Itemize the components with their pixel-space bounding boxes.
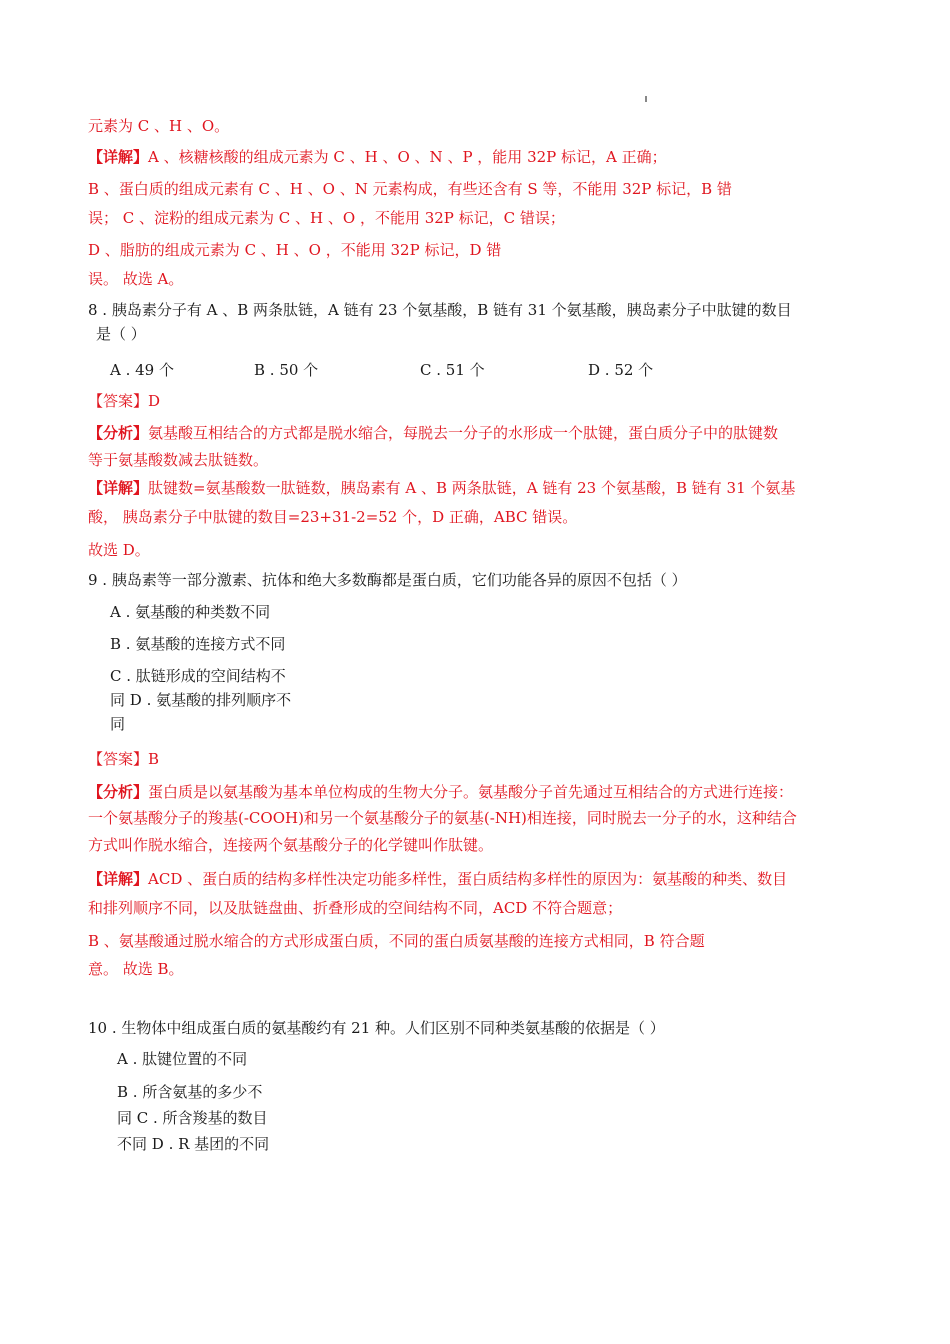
analysis-text: 氨基酸互相结合的方式都是脱水缩合，每脱去一分子的水形成一个肽键，蛋白质分子中的肽键数 [148,424,779,442]
q8-stem-line2: 是（ ） [96,325,146,343]
q10-option-a: A . 肽键位置的不同 [117,1050,248,1068]
q8-detail-line1 [88,478,795,498]
q8-option-b: B . 50 个 [254,361,319,379]
q8-analysis-line1 [88,423,778,443]
q9-option-b: B . 氨基酸的连接方式不同 [110,635,286,653]
detail-text: A 、核糖核酸的组成元素为 C 、H 、O 、N 、P ，能用 32P 标记，A 正确； [148,148,667,166]
detail-text: 肽键数=氨基酸数一肽链数，胰岛素有 A 、B 两条肽链，A 链有 23 个氨基酸，B 链有 31 个氨基 [148,479,796,497]
q8-stem-line1: 8 . 胰岛素分子有 A 、B 两条肽链，A 链有 23 个氨基酸，B 链有 31 个氨基酸，胰岛素分子中肽键的数目 [88,301,792,319]
q10-option-b-line2: 同 C . 所含羧基的数目 [117,1109,268,1127]
q9-answer: 【答案】B [88,750,160,768]
q9-stem: 9 . 胰岛素等一部分激素、抗体和绝大多数酶都是蛋白质，它们功能各异的原因不包括（ ） [88,571,687,589]
q9-option-d-tail: 同 [110,715,126,733]
q9-analysis-line3: 方式叫作脱水缩合，连接两个氨基酸分子的化学键叫作肽键。 [88,836,494,854]
page-mark [645,96,647,102]
q8-detail-line2: 酸， 胰岛素分子中肽键的数目=23+31-2=52 个，D 正确，ABC 错误。 [88,508,578,526]
q8-answer: 【答案】D [88,392,161,410]
analysis-tag: 【分析】 [88,424,149,442]
q7-detail-d: D 、脂肪的组成元素为 C 、H 、O ，不能用 32P 标记，D 错 [88,241,502,259]
q8-option-a: A . 49 个 [110,361,174,379]
q9-option-a: A . 氨基酸的种类数不同 [110,603,271,621]
detail-tag: 【详解】 [88,870,149,888]
q7-detail-line [88,147,667,167]
q7-detail-b: B 、蛋白质的组成元素有 C 、H 、O 、N 元素构成，有些还含有 S 等，不能用 32P 标记，B 错 [88,180,732,198]
q9-detail-line3: B 、氨基酸通过脱水缩合的方式形成蛋白质，不同的蛋白质氨基酸的连接方式相同，B 符合题 [88,932,705,950]
q9-selection: 意。 故选 B。 [88,960,184,978]
q7-selection: 误。 故选 A。 [88,270,184,288]
q8-option-c: C . 51 个 [420,361,485,379]
q10-stem: 10 . 生物体中组成蛋白质的氨基酸约有 21 种。人们区别不同种类氨基酸的依据是（ ） [88,1019,665,1037]
q9-option-c-line1: C . 肽链形成的空间结构不 [110,667,286,685]
q9-detail-line2: 和排列顺序不同，以及肽链盘曲、折叠形成的空间结构不同，ACD 不符合题意； [88,899,623,917]
q8-option-d: D . 52 个 [588,361,654,379]
detail-tag: 【详解】 [88,479,149,497]
q8-analysis-line2: 等于氨基酸数减去肽链数。 [88,451,269,469]
q8-selection: 故选 D。 [88,541,150,559]
detail-text: ACD 、蛋白质的结构多样性决定功能多样性，蛋白质结构多样性的原因为：氨基酸的种类、数目 [148,870,788,888]
q9-detail-line1 [88,869,787,889]
q7-detail-c: 误； C 、淀粉的组成元素为 C 、H 、O ，不能用 32P 标记，C 错误； [88,209,565,227]
q10-option-b-line1: B . 所含氨基的多少不 [117,1083,263,1101]
q9-analysis-line1 [88,782,793,802]
q9-option-c-line2: 同 D . 氨基酸的排列顺序不 [110,691,292,709]
detail-tag: 【详解】 [88,148,149,166]
q10-option-c-line2: 不同 D . R 基团的不同 [117,1135,270,1153]
analysis-tag: 【分析】 [88,783,149,801]
q9-analysis-line2: 一个氨基酸分子的羧基(-COOH)和另一个氨基酸分子的氨基(-NH)相连接，同时脱去一分子的水，这种结合 [88,809,797,827]
analysis-text: 蛋白质是以氨基酸为基本单位构成的生物大分子。氨基酸分子首先通过互相结合的方式进行连接： [148,783,794,801]
q7-explanation-tail: 元素为 C 、H 、O。 [88,117,230,135]
